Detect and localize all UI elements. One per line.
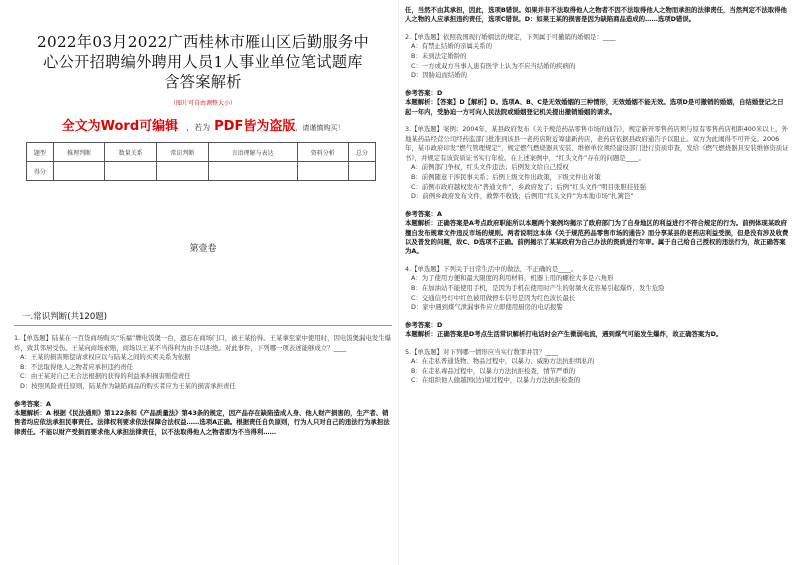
question-option: D：因胁迫而结婚的: [411, 71, 468, 80]
table-cell: [53, 162, 105, 181]
section-heading: 一.常识判断(共120题): [22, 312, 108, 322]
table-cell: [349, 162, 376, 181]
answer-label: 参考答案：D: [405, 88, 443, 97]
answer-4: [405, 321, 789, 340]
question-option: D：按照风险责任原则，陆某作为缺陷商品的购买者应为王某的损害承担责任: [20, 381, 236, 390]
question-option: C：前例市政府越权发布“普通文件”，乡政府发了；后例“红头文件”明目张胆挂狂强: [411, 182, 646, 191]
answer-analysis: 本题解析：【答案】D【解析】D。选项A、B、C是无效婚姻的三种情形，无效婚姻不能无效。选项D是可撤销的婚姻，自结婚登记之日起一年内，受胁迫一方可向人民法院或婚姻登记机关提出撤销婚姻的请求。: [405, 98, 784, 116]
table-cell: [297, 162, 349, 181]
question-option: C：在组织他人偷越国(边)境过程中，以暴力方法抗拒检查的: [411, 376, 581, 385]
score-table-header-row: [27, 143, 376, 162]
question-option: C：由王某对自己无合法根据的获得的利益承担损害赔偿责任: [20, 372, 191, 381]
question-stem: 5.【单选题】对下列哪一情形应当实行数罪并罚？____: [405, 347, 559, 356]
question-1: [14, 334, 392, 392]
table-cell: [208, 162, 297, 181]
question-option: B：在加油站不能使用手机，是因为手机在使用时产生的射频火花容易引起爆炸，发生危险: [411, 283, 665, 292]
table-header-cell: 推理判断: [53, 143, 105, 162]
question-option: A：为了使用方便和最大限度的利用材料，机器上用的螺栓大多是六角形: [411, 274, 614, 283]
answer-label: 参考答案：A: [405, 209, 442, 218]
score-table-row: [27, 162, 376, 181]
word-editable-text: 全文为Word可编辑: [61, 119, 179, 134]
question-option: C：交通信号灯中红色被用做停车信号是因为红色波长最长: [411, 293, 576, 302]
table-header-cell: 常识判断: [157, 143, 209, 162]
editable-banner: [14, 115, 392, 134]
table-row-label: 得分: [27, 162, 54, 181]
question-option: B：不法取得他人之物者应承担违约责任: [20, 362, 134, 371]
question-option: B：前例随意干涉民事关系；后例上级文件出政策，下级文件出对策: [411, 172, 601, 181]
question-stem: 2.【单选题】依照我国现行婚姻法的规定，下列属于可撤销的婚姻是：____: [405, 32, 616, 41]
table-header-cell: 题型: [27, 143, 54, 162]
question-2: [405, 33, 789, 81]
question-option: A：前例部门争权，红头文件违法；后例发文给自己授权: [411, 163, 569, 172]
column-divider: [398, 0, 399, 565]
answer-analysis: 本题解析：正确答案是A考点政府职能所以本题两个案例均揭示了政府部门为了自身地区的利益进行不符合规定的行为。前例体现某政府擅自发布规章文件违反市场的规则。两者说明这本体《关于规范药品零售市场的通告》而分享某县的老药店利益受损，但是没有涉及收费以及普发的问题，故C、D选项不正确。前例揭示了某某政府为自己办法的资质进行年审。属于自己给自己授权的违法行为，故正确答案为A。: [405, 219, 789, 256]
section-rule: [14, 325, 392, 326]
question-3: [405, 125, 789, 202]
banner-tail-text: ，请谨慎购买！: [295, 124, 345, 132]
pdf-piracy-text: PDF皆为盗版: [214, 119, 296, 134]
question-option: C：一方或双方当事人患有医学上认为不应当结婚的疾病的: [411, 61, 576, 70]
table-header-cell: 言语理解与表达: [208, 143, 297, 162]
volume-heading: 第壹卷: [189, 244, 217, 254]
question-option: B：未到法定婚龄的: [411, 52, 467, 60]
answer-analysis: 本题解析：A 根据《民法通则》第122条和《产品质量法》第43条的规定，因产品存在缺陷造成人身、他人财产损害的，生产者、销售者均应依法承担民事责任。法律权利要求依法保障合法权益……选项A正确。根据责任自负原则，行为人只对自己的违法行为承担法律责任。不能以财产受损而要求他人承担法律责任，以不法取得他人之物者即为不当得利……: [14, 408, 390, 436]
title-line: 含答案解析: [164, 73, 242, 91]
title-line: 心公开招聘编外聘用人员1人事业单位笔试题库: [43, 53, 363, 71]
question-stem: 4.【单选题】下列关于日常生活中的做法，不正确的是____。: [405, 264, 578, 273]
table-header-cell: 资料分析: [297, 143, 349, 162]
right-column: [405, 6, 789, 562]
answer-3: [405, 210, 789, 257]
question-option: A：王某的损害赔偿请求权应以与陆某之间的买卖关系为依据: [20, 353, 191, 362]
banner-mid-text: ，若为: [186, 123, 211, 132]
document-title: [14, 32, 392, 92]
question-stem: 3.【单选题】案例：2004年，某县政府发布《关于规范药品零售市场的通告》，规定新开零售药店须与原有零售药店相距400米以上，外地某药品经营公司经药监部门批准到该县一老药店附近筹建新药店，老药店依据县政府通告予以阻止。双方为此闹得不可开交。2006年，某市政府印发“燃气管理规定”，规定燃气燃烧器具安装、维修单位须经建设部门进行资质审查，发给《燃气燃烧器具安装维修资质证书》，并规定有该资质证书实行年检。在上述案例中，“红头文件”存在的问题是____。: [405, 125, 789, 162]
question-stem: 1.【单选题】陆某在一百货商场购买“乐福”牌电饭煲一台，遗忘在商场门口，被王某拾得。王某拿至家中使用时，因电饭煲漏电发生爆炸，致其邻居受伤。王某向商场索赔，商场以王某不当得利为由予以拒绝。对此事件，下列哪一项表述能够成立？____: [14, 334, 391, 352]
title-line: 2022年03月2022广西桂林市雁山区后勤服务中: [37, 33, 369, 51]
question-option: D：前例乡政府发布文件，救弊不收钱；后例用“红头文件”为本地市场“扎篱笆”: [411, 192, 634, 201]
answer-label: 参考答案：A: [14, 399, 51, 408]
answer-label: 参考答案：D: [405, 320, 443, 329]
table-cell: [105, 162, 157, 181]
image-note: （图片可自由调整大小）: [169, 100, 236, 107]
answer-continued: 任，当然不由其承担，因此，选项B错误。如果并非不法取得他人之物者不因不法取得他人之物而承担的法律责任，当然判定不法取得他人之物的人应承担违约责任，选项C错误。D：如果王某的损害是因为缺陷商品造成的……选项D错误。: [405, 6, 787, 24]
question-option: A：在走私普通货物、物品过程中，以暴力、威胁方法抗拒缉私的: [411, 357, 595, 366]
left-column: [14, 8, 392, 563]
table-cell: [157, 162, 209, 181]
question-option: B：在走私毒品过程中，以暴力方法抗拒检查，情节严重的: [411, 366, 576, 375]
question-4: [405, 265, 789, 313]
answer-analysis: 本题解析：正确答案是D考点生活常识解析打电话时会产生微弱电流，遇到煤气可能发生爆炸，故正确答案为D。: [405, 330, 723, 339]
question-option: D：家中遇到煤气泄漏事件应立即使用厨房的电话报警: [411, 303, 563, 312]
answer-2: [405, 89, 789, 117]
table-header-cell: 总分: [349, 143, 376, 162]
score-table: [26, 142, 376, 181]
table-header-cell: 数量关系: [105, 143, 157, 162]
answer-1: [14, 400, 392, 438]
question-option: A：有禁止结婚的亲属关系的: [411, 42, 493, 51]
question-5: [405, 348, 789, 386]
